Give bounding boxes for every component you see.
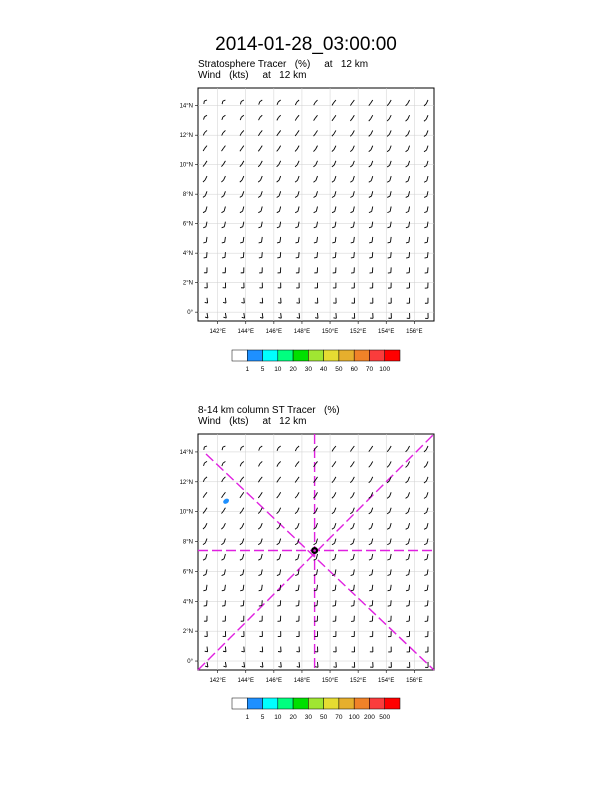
- colorbar-box: [293, 698, 308, 709]
- colorbar-box: [354, 350, 369, 361]
- x-tick-label: 148°E: [293, 329, 311, 335]
- colorbar-box: [308, 350, 323, 361]
- colorbar-label: 5: [260, 714, 265, 721]
- barb-feather: [332, 606, 335, 607]
- colorbar-box: [247, 698, 262, 709]
- page-title: 2014-01-28_03:00:00: [215, 34, 397, 55]
- x-tick-label: 156°E: [406, 678, 423, 684]
- barb-feather: [369, 606, 372, 607]
- panel1-wind-level: at 12 km: [262, 70, 307, 81]
- y-tick-label: 14°N: [179, 103, 193, 110]
- barb-shaft: [207, 298, 208, 303]
- barb-feather: [425, 257, 428, 258]
- colorbar-box: [324, 698, 339, 709]
- barb-feather: [406, 606, 409, 607]
- colorbar-box: [324, 350, 339, 361]
- x-tick-label: 142°E: [209, 678, 226, 684]
- panel2-wind-level: at 12 km: [262, 416, 307, 427]
- panel1-wind-unit: (kts): [229, 70, 249, 81]
- y-tick-label: 12°N: [179, 133, 193, 140]
- colorbar-box: [354, 698, 369, 709]
- y-tick-label: 6°N: [182, 221, 193, 228]
- colorbar-box: [369, 350, 384, 361]
- x-tick-label: 148°E: [293, 678, 311, 684]
- barb-feather: [223, 302, 226, 303]
- barb-feather: [351, 606, 354, 607]
- colorbar-label: 20: [289, 366, 297, 373]
- colorbar-label: 50: [335, 366, 343, 373]
- x-tick-label: 144°E: [237, 329, 254, 335]
- barb-feather: [351, 257, 354, 258]
- x-tick-label: 144°E: [237, 678, 254, 684]
- panel-2: [180, 434, 434, 721]
- y-tick-label: 6°N: [182, 569, 193, 576]
- barb-shaft: [318, 313, 319, 318]
- colorbar-box: [308, 698, 323, 709]
- colorbar-label: 100: [379, 366, 391, 373]
- colorbar-label: 30: [304, 714, 312, 721]
- y-tick-label: 8°N: [182, 539, 193, 546]
- colorbar-label: 100: [348, 714, 360, 721]
- colorbar-box: [385, 698, 400, 709]
- colorbar-box: [232, 698, 247, 709]
- barb-shaft: [409, 252, 410, 257]
- panel1-unit-label: (%): [294, 59, 311, 70]
- panel1-wind-label: Wind: [198, 70, 221, 81]
- colorbar-label: 5: [260, 366, 265, 373]
- y-tick-label: 0°: [187, 659, 193, 666]
- x-tick-label: 152°E: [349, 678, 367, 684]
- panel-1: [180, 88, 434, 373]
- panel2-wind-unit: (kts): [229, 416, 249, 427]
- center-marker-dot: [313, 549, 316, 552]
- barb-feather: [406, 257, 409, 258]
- y-tick-label: 2°N: [182, 629, 193, 636]
- barb-shaft: [299, 662, 300, 667]
- panel2-wind-label: Wind: [198, 416, 221, 427]
- panel1-level-label: at 12 km: [324, 59, 369, 70]
- y-tick-label: 4°N: [182, 251, 193, 258]
- y-tick-label: 10°N: [179, 162, 193, 169]
- colorbar-label: 50: [320, 714, 328, 721]
- barb-feather: [314, 606, 317, 607]
- panel2-var-label: 8-14 km column ST Tracer: [198, 405, 316, 416]
- y-tick-label: 2°N: [182, 280, 193, 287]
- x-tick-label: 156°E: [406, 329, 423, 335]
- colorbar-box: [278, 698, 293, 709]
- barb-feather: [388, 257, 391, 258]
- barb-feather: [332, 257, 335, 258]
- colorbar-box: [293, 350, 308, 361]
- colorbar-box: [385, 350, 400, 361]
- barb-feather: [223, 651, 226, 652]
- barb-feather: [241, 651, 244, 652]
- barb-shaft: [391, 600, 392, 605]
- barb-feather: [296, 606, 299, 607]
- colorbar-box: [339, 698, 354, 709]
- x-tick-label: 146°E: [265, 329, 283, 335]
- x-tick-label: 154°E: [378, 678, 395, 684]
- colorbar-box: [247, 350, 262, 361]
- colorbar-label: 70: [335, 714, 343, 721]
- barb-shaft: [391, 252, 392, 257]
- barb-feather: [204, 101, 205, 104]
- colorbar-box: [278, 350, 293, 361]
- y-tick-label: 4°N: [182, 599, 193, 606]
- colorbar-label: 70: [365, 366, 374, 373]
- barb-feather: [315, 318, 318, 319]
- colorbar-box: [263, 698, 278, 709]
- barb-feather: [388, 606, 391, 607]
- colorbar-label: 30: [304, 366, 312, 373]
- x-tick-label: 142°E: [209, 329, 226, 335]
- x-tick-label: 150°E: [321, 678, 339, 684]
- barb-shaft: [409, 600, 410, 605]
- barb-shaft: [225, 647, 226, 652]
- y-tick-label: 8°N: [182, 192, 193, 199]
- y-tick-label: 12°N: [179, 479, 193, 486]
- barb-feather: [369, 257, 372, 258]
- barb-feather: [297, 667, 300, 668]
- barb-shaft: [427, 600, 428, 605]
- colorbar-label: 500: [379, 714, 391, 721]
- panel2-unit-label: (%): [323, 405, 340, 416]
- plot-frame: [198, 88, 434, 321]
- x-tick-label: 154°E: [378, 329, 395, 335]
- colorbar-box: [232, 350, 247, 361]
- y-tick-label: 14°N: [179, 449, 193, 456]
- barb-feather: [314, 257, 317, 258]
- colorbar-label: 1: [245, 714, 250, 721]
- colorbar-label: 20: [289, 714, 297, 721]
- colorbar-label: 10: [274, 714, 282, 721]
- barb-feather: [296, 257, 299, 258]
- x-tick-label: 146°E: [265, 678, 283, 684]
- x-tick-label: 150°E: [321, 329, 339, 335]
- colorbar-label: 1: [245, 366, 250, 373]
- barb-shaft: [427, 252, 428, 257]
- barb-feather: [315, 667, 318, 668]
- y-tick-label: 0°: [187, 310, 193, 317]
- colorbar-label: 60: [350, 366, 358, 373]
- colorbar-label: 10: [274, 366, 282, 373]
- barb-feather: [204, 447, 205, 450]
- colorbar-box: [339, 350, 354, 361]
- x-tick-label: 152°E: [349, 329, 367, 335]
- barb-feather: [297, 318, 300, 319]
- barb-shaft: [299, 313, 300, 318]
- barb-feather: [241, 303, 244, 304]
- colorbar-box: [263, 350, 278, 361]
- colorbar-box: [369, 698, 384, 709]
- barb-shaft: [318, 662, 319, 667]
- colorbar-label: 200: [364, 714, 375, 721]
- barb-shaft: [225, 298, 226, 303]
- barb-feather: [425, 606, 428, 607]
- barb-shaft: [207, 647, 208, 652]
- y-tick-label: 10°N: [179, 509, 193, 516]
- panel1-var-label: Stratosphere Tracer: [198, 59, 287, 70]
- colorbar-label: 40: [320, 366, 328, 373]
